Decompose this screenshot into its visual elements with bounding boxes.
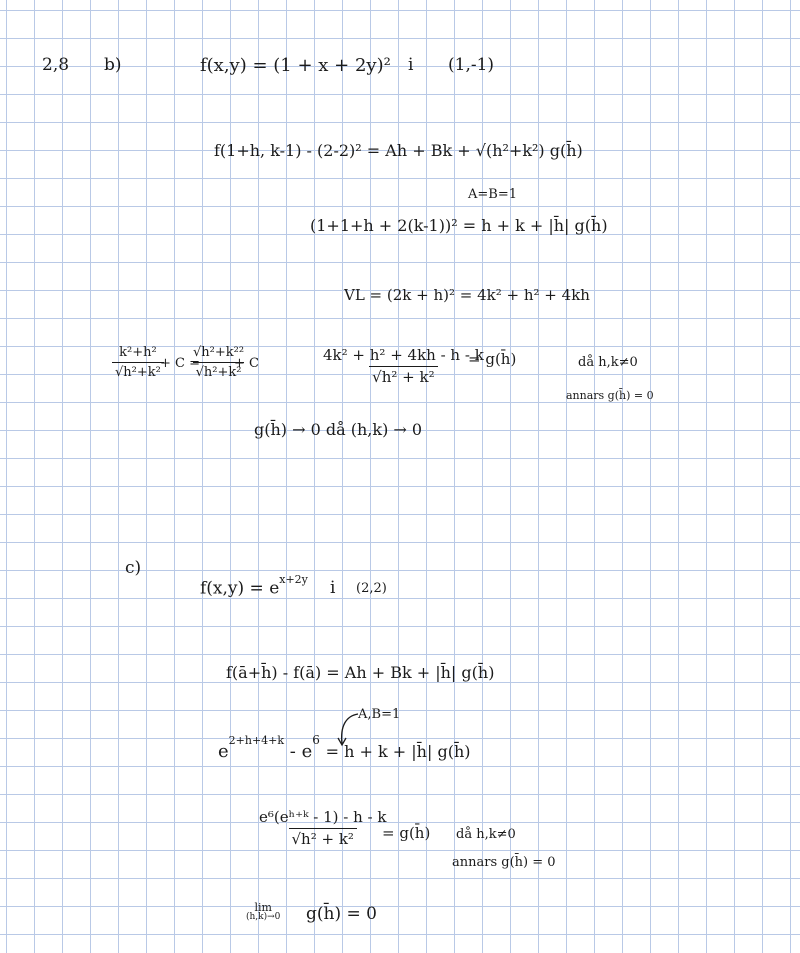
part-b-g-den: √h² + k² — [369, 366, 437, 385]
part-b-g-eq: = g(h̄) — [468, 350, 517, 368]
part-c-step1: f(ā+h̄) - f(ā) = Ah + Bk + |h̄| g(h̄) — [226, 663, 495, 682]
part-c-step2-base: e — [218, 741, 229, 762]
part-c-step2 — [218, 733, 471, 762]
part-c-step2-exp2: 6 — [312, 733, 320, 747]
part-c-step2-rhs: = h + k + |h̄| g(h̄) — [325, 742, 471, 761]
part-c-function-exp: x+2y — [279, 573, 308, 586]
part-b-ab: A=B=1 — [468, 187, 517, 202]
part-b-limit: g(h̄) → 0 då (h,k) → 0 — [254, 420, 423, 439]
part-c-step2-exp: 2+h+4+k — [228, 734, 285, 747]
part-c-condition: då h,k≠0 — [456, 827, 516, 842]
side-fraction-2-num: √h²+k²² — [193, 345, 245, 360]
side-fraction-1-num: k²+h² — [119, 345, 157, 360]
part-b-g-fraction — [320, 348, 487, 385]
part-c-limit — [246, 902, 280, 922]
problem-number: 2,8 — [42, 55, 70, 75]
part-c-ab: A,B=1 — [358, 707, 401, 722]
part-c-function — [200, 573, 308, 599]
part-c-lim-rhs: g(h̄) = 0 — [306, 904, 377, 924]
part-c-lim-sub: (h,k)→0 — [246, 912, 281, 922]
part-c-function-base: f(x,y) = e — [200, 578, 280, 599]
part-b-step3: VL = (2k + h)² = 4k² + h² + 4kh — [344, 286, 590, 304]
part-c-label: c) — [125, 558, 142, 578]
part-b-step2: (1+1+h + 2(k-1))² = h + k + |h̄| g(h̄) — [310, 216, 608, 235]
part-c-step2-mid: - e — [289, 741, 313, 762]
side-tail: + C — [234, 356, 259, 371]
part-c-g-num: e⁶(eʰ⁺ᵏ - 1) - h - k — [259, 808, 387, 826]
part-b-function: f(x,y) = (1 + x + 2y)² — [200, 55, 391, 76]
part-c-g-eq: = g(h̄) — [382, 824, 431, 842]
side-fraction-1 — [112, 346, 164, 379]
part-b-condition: då h,k≠0 — [578, 355, 638, 370]
part-c-point-word: i — [330, 578, 336, 598]
part-b-else: annars g(h̄) = 0 — [566, 389, 654, 402]
part-b-label: b) — [104, 55, 122, 75]
part-b-g-num: 4k² + h² + 4kh - h - k — [323, 346, 484, 364]
side-fraction-1-den: √h²+k² — [112, 362, 164, 379]
part-c-lim-word: lim — [254, 901, 272, 914]
part-c-point: (2,2) — [356, 581, 387, 596]
part-c-else: annars g(h̄) = 0 — [452, 855, 556, 870]
side-fraction-2-den: √h²+k² — [193, 362, 245, 379]
part-c-g-den: √h² + k² — [289, 828, 357, 847]
part-b-point: (1,-1) — [448, 55, 495, 75]
part-c-g-fraction — [256, 810, 389, 847]
part-b-step1: f(1+h, k-1) - (2-2)² = Ah + Bk + √(h²+k²) g(h̄) — [214, 141, 583, 160]
side-plus-c: + C = — [160, 356, 200, 371]
part-b-point-word: i — [408, 55, 414, 75]
